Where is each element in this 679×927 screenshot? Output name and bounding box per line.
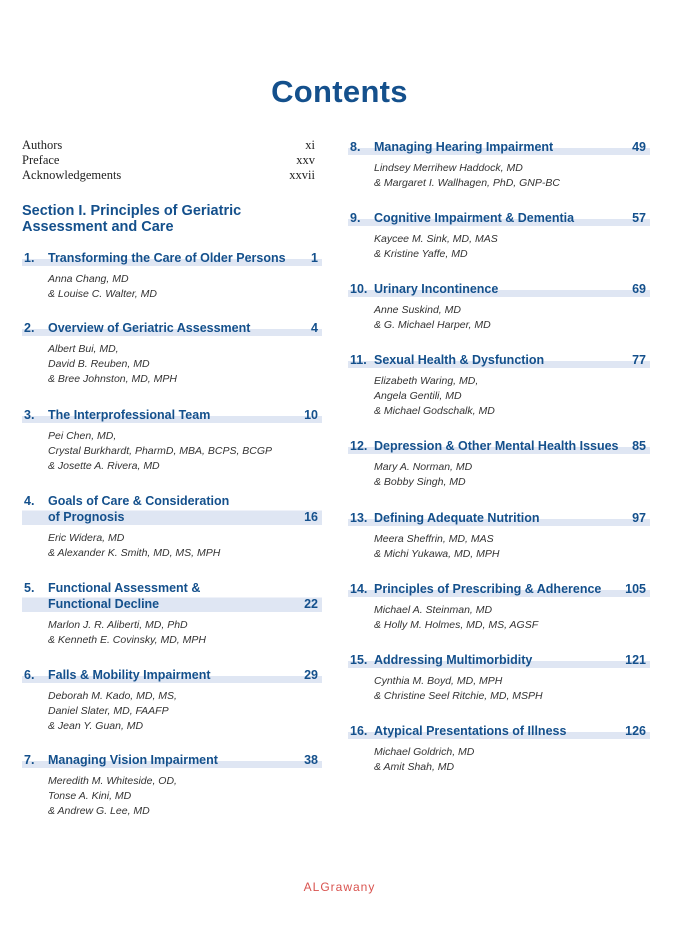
chapter-number: 14. <box>350 582 368 596</box>
chapter-title-line: Managing Vision Impairment <box>48 753 218 767</box>
chapter-title <box>374 210 626 226</box>
chapter-title-line: Defining Adequate Nutrition <box>374 511 540 525</box>
author-name: & Kristine Yaffe, MD <box>374 248 468 260</box>
chapter-entry <box>348 210 650 262</box>
chapter-page-number: 97 <box>632 511 646 525</box>
chapter-page-number: 4 <box>311 321 318 335</box>
chapter-entry <box>348 510 650 562</box>
chapter-page-number: 22 <box>304 597 318 611</box>
chapter-title-line: Principles of Prescribing & Adherence <box>374 582 602 596</box>
author-name: & Michi Yukawa, MD, MPH <box>374 548 500 560</box>
chapter-authors <box>348 374 650 419</box>
author-name: & Louise C. Walter, MD <box>48 288 157 300</box>
chapter-link[interactable] <box>22 667 322 683</box>
front-matter-row[interactable] <box>22 138 315 153</box>
author-name: Meera Sheffrin, MD, MAS <box>374 533 494 545</box>
chapter-title <box>48 580 298 612</box>
chapter-entry <box>22 580 322 648</box>
author-name: & Amit Shah, MD <box>374 761 455 773</box>
author-name: Cynthia M. Boyd, MD, MPH <box>374 675 503 687</box>
chapter-entry <box>348 723 650 775</box>
chapter-authors <box>22 531 322 561</box>
author-name: & Bree Johnston, MD, MPH <box>48 373 177 385</box>
chapter-entry <box>22 752 322 819</box>
chapter-title <box>48 250 305 266</box>
chapter-title-line: Cognitive Impairment & Dementia <box>374 211 575 225</box>
chapter-page-number: 69 <box>632 282 646 296</box>
chapter-title <box>48 752 298 768</box>
author-name: & Bobby Singh, MD <box>374 476 466 488</box>
chapter-entry <box>22 667 322 734</box>
chapter-authors <box>348 603 650 633</box>
author-name: Michael Goldrich, MD <box>374 746 475 758</box>
chapter-entry <box>348 139 650 191</box>
chapter-title-line: Atypical Presentations of Illness <box>374 724 567 738</box>
chapter-link[interactable] <box>22 752 322 768</box>
chapter-title-line: of Prognosis <box>48 510 125 524</box>
chapter-title <box>374 139 626 155</box>
chapter-page-number: 57 <box>632 211 646 225</box>
front-matter-page: xxvii <box>289 168 315 182</box>
chapter-authors <box>22 342 322 387</box>
author-name: Anne Suskind, MD <box>374 304 461 316</box>
front-matter-label: Acknowledgements <box>22 168 122 182</box>
chapter-title <box>374 652 619 668</box>
front-matter-row[interactable] <box>22 153 315 168</box>
chapter-link[interactable] <box>22 320 322 336</box>
chapter-link[interactable] <box>348 652 650 668</box>
author-name: Lindsey Merrihew Haddock, MD <box>374 162 523 174</box>
chapter-entry <box>348 652 650 704</box>
chapter-number: 4. <box>24 494 35 508</box>
chapter-title-line: Depression & Other Mental Health Issues <box>374 439 619 453</box>
chapter-page-number: 49 <box>632 140 646 154</box>
chapter-title-line: Overview of Geriatric Assessment <box>48 321 251 335</box>
author-name: & Michael Godschalk, MD <box>374 405 495 417</box>
section-heading <box>22 203 322 235</box>
chapter-title-line: Falls & Mobility Impairment <box>48 668 211 682</box>
chapter-title <box>48 407 298 423</box>
chapter-entry <box>22 250 322 302</box>
author-name: & Jean Y. Guan, MD <box>48 720 144 732</box>
author-name: & Alexander K. Smith, MD, MS, MPH <box>48 547 221 559</box>
author-name: Michael A. Steinman, MD <box>374 604 493 616</box>
chapter-number: 13. <box>350 511 368 525</box>
chapter-number: 12. <box>350 439 368 453</box>
author-name: Angela Gentili, MD <box>374 390 462 402</box>
author-name: Kaycee M. Sink, MD, MAS <box>374 233 498 245</box>
chapter-title-line: Functional Decline <box>48 597 160 611</box>
chapter-link[interactable] <box>348 438 650 454</box>
chapter-authors <box>22 429 322 474</box>
author-name: & Kenneth E. Covinsky, MD, MPH <box>48 634 206 646</box>
chapter-link[interactable] <box>348 581 650 597</box>
chapter-page-number: 10 <box>304 408 318 422</box>
chapter-link[interactable] <box>348 510 650 526</box>
chapter-number: 1. <box>24 251 35 265</box>
chapter-page-number: 1 <box>311 251 318 265</box>
author-name: Meredith M. Whiteside, OD, <box>48 775 177 787</box>
author-name: Mary A. Norman, MD <box>374 461 473 473</box>
chapter-title <box>374 281 626 297</box>
chapter-title <box>374 438 626 454</box>
chapter-title-line: Urinary Incontinence <box>374 282 499 296</box>
chapter-number: 6. <box>24 668 35 682</box>
chapter-entry <box>348 352 650 419</box>
chapter-entry <box>22 493 322 561</box>
chapter-number: 11. <box>350 353 367 367</box>
front-matter-row[interactable] <box>22 168 315 183</box>
chapter-authors <box>22 689 322 734</box>
chapter-number: 16. <box>350 724 368 738</box>
section-heading-line: Assessment and Care <box>22 219 174 235</box>
author-name: Pei Chen, MD, <box>48 430 117 442</box>
chapter-title <box>374 723 619 739</box>
chapter-title <box>374 352 626 368</box>
chapter-link[interactable] <box>348 352 650 368</box>
chapter-title-line: Functional Assessment & <box>48 581 201 595</box>
chapter-link[interactable] <box>348 139 650 155</box>
front-matter-label: Authors <box>22 138 63 152</box>
watermark-text: ALGrawany <box>303 880 376 894</box>
chapter-page-number: 16 <box>304 510 318 524</box>
chapter-title-line: Transforming the Care of Older Persons <box>48 251 286 265</box>
author-name: & Margaret I. Wallhagen, PhD, GNP-BC <box>374 177 560 189</box>
chapter-authors <box>22 272 322 302</box>
chapter-title-line: The Interprofessional Team <box>48 408 211 422</box>
chapter-title <box>374 581 619 597</box>
chapter-number: 9. <box>350 211 361 225</box>
chapter-authors <box>348 532 650 562</box>
chapter-authors <box>348 232 650 262</box>
chapter-link[interactable] <box>348 281 650 297</box>
chapter-authors <box>22 618 322 648</box>
chapter-page-number: 105 <box>625 582 646 596</box>
author-name: Crystal Burkhardt, PharmD, MBA, BCPS, BCGP <box>48 445 273 457</box>
chapter-entry <box>348 438 650 490</box>
chapter-authors <box>22 774 322 819</box>
chapter-title <box>48 320 305 336</box>
chapter-page-number: 126 <box>625 724 646 738</box>
chapter-link[interactable] <box>22 407 322 423</box>
author-name: Elizabeth Waring, MD, <box>374 375 479 387</box>
chapter-title-line: Goals of Care & Consideration <box>48 494 230 508</box>
chapter-title <box>48 493 298 525</box>
chapter-title-line: Addressing Multimorbidity <box>374 653 533 667</box>
chapter-link[interactable] <box>22 493 322 525</box>
author-name: Anna Chang, MD <box>48 273 129 285</box>
chapter-page-number: 121 <box>625 653 646 667</box>
chapter-page-number: 85 <box>632 439 646 453</box>
chapter-number: 8. <box>350 140 361 154</box>
chapter-authors <box>348 674 650 704</box>
page-title: Contents <box>271 74 408 109</box>
chapter-number: 15. <box>350 653 368 667</box>
author-name: & Josette A. Rivera, MD <box>48 460 160 472</box>
chapter-title <box>374 510 626 526</box>
chapter-number: 2. <box>24 321 35 335</box>
chapter-number: 10. <box>350 282 368 296</box>
front-matter-list <box>22 138 315 183</box>
front-matter-page: xxv <box>296 153 315 167</box>
chapter-entry <box>348 281 650 333</box>
chapter-title-line: Managing Hearing Impairment <box>374 140 554 154</box>
chapter-entry <box>22 407 322 474</box>
chapter-link[interactable] <box>22 250 322 266</box>
chapter-page-number: 38 <box>304 753 318 767</box>
front-matter-label: Preface <box>22 153 60 167</box>
chapter-page-number: 77 <box>632 353 646 367</box>
author-name: David B. Reuben, MD <box>48 358 150 370</box>
author-name: & Holly M. Holmes, MD, MS, AGSF <box>374 619 539 631</box>
chapter-entry <box>348 581 650 633</box>
chapter-entry <box>22 320 322 387</box>
author-name: Daniel Slater, MD, FAAFP <box>48 705 169 717</box>
author-name: Tonse A. Kini, MD <box>48 790 132 802</box>
chapter-title <box>48 667 298 683</box>
section-heading-line: Section I. Principles of Geriatric <box>22 203 242 219</box>
chapter-number: 5. <box>24 581 35 595</box>
chapter-authors <box>348 161 650 191</box>
author-name: & Christine Seel Ritchie, MD, MSPH <box>374 690 543 702</box>
front-matter-page: xi <box>305 138 315 152</box>
chapter-page-number: 29 <box>304 668 318 682</box>
chapter-number: 7. <box>24 753 35 767</box>
chapter-link[interactable] <box>22 580 322 612</box>
author-name: & Andrew G. Lee, MD <box>48 805 150 817</box>
author-name: Marlon J. R. Aliberti, MD, PhD <box>48 619 188 631</box>
author-name: Albert Bui, MD, <box>48 343 119 355</box>
chapter-link[interactable] <box>348 210 650 226</box>
chapter-authors <box>348 460 650 490</box>
chapter-title-line: Sexual Health & Dysfunction <box>374 353 545 367</box>
chapter-number: 3. <box>24 408 35 422</box>
author-name: & G. Michael Harper, MD <box>374 319 491 331</box>
chapter-authors <box>348 745 650 775</box>
author-name: Eric Widera, MD <box>48 532 125 544</box>
chapter-authors <box>348 303 650 333</box>
chapter-link[interactable] <box>348 723 650 739</box>
author-name: Deborah M. Kado, MD, MS, <box>48 690 177 702</box>
